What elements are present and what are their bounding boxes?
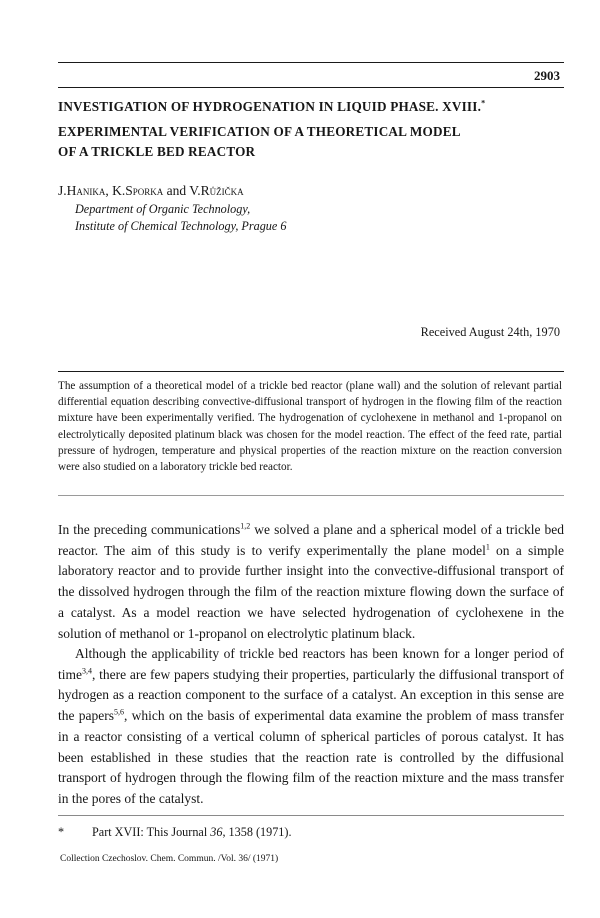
journal-footer: Collection Czechoslov. Chem. Commun. /Vol. 36/ (1971) (60, 854, 279, 864)
paragraph-text: , there are few papers studying their properties, particularly the diffusional transport of hydrogen as a reaction component to the surface of a catalyst. An exception in this sense are the papers (58, 666, 564, 724)
footnote (58, 825, 292, 840)
body-paragraph-2 (58, 644, 564, 810)
header-rule-bottom (58, 87, 564, 88)
paragraph-text: on a simple laboratory reactor and to provide further insight into the convective-diffusional transport of the dissolved hydrogen through the film of the reaction mixture flowing down the surface of a catalyst. As a model reaction we have selected hydrogenation of cyclohexene in the solution of methanol or 1-propanol on electrolytic platinum black. (58, 542, 564, 641)
reference-mark: 5,6 (114, 707, 125, 717)
received-date: Received August 24th, 1970 (420, 325, 560, 339)
affiliation-line-1: Department of Organic Technology, (75, 202, 251, 216)
article-title-line-3: OF A TRICKLE BED REACTOR (58, 144, 256, 159)
author-1-surname: Hanika (66, 183, 106, 198)
reference-mark: 1 (485, 542, 490, 552)
title-text-1: INVESTIGATION OF HYDROGENATION IN LIQUID PHASE. XVIII. (58, 99, 482, 114)
footnote-mark: * (58, 825, 65, 839)
affiliation-line-2: Institute of Chemical Technology, Prague 6 (75, 219, 287, 233)
author-2-surname: Sporka (125, 183, 164, 198)
paragraph-text: , which on the basis of experimental data examine the problem of mass transfer in a reactor consisting of a vertical column of spherical particles of porous catalyst. It has been established in these studies that the reaction rate is controlled by the diffusional transport of hydrogen through the flowing film of the reaction mixture and the mass transfer in the pores of the catalyst. (58, 708, 564, 806)
paragraph-text: In the preceding communications (58, 522, 241, 537)
article-title-line-2: EXPERIMENTAL VERIFICATION OF A THEORETICAL MODEL (58, 124, 461, 139)
author-3-surname: Růžička (200, 183, 244, 198)
abstract-bottom-rule (58, 495, 564, 496)
paragraph-text: we solved a plane and a spherical model of a trickle bed reactor. The aim of this study is to verify experimentally the plane model (58, 522, 564, 558)
title-footnote-mark: * (481, 98, 486, 108)
author-separator: and (163, 183, 190, 198)
header-rule (58, 62, 564, 63)
article-title-line-1 (58, 99, 558, 115)
abstract-top-rule (58, 371, 564, 372)
page-number: 2903 (534, 68, 560, 83)
author-2-initial: K. (112, 183, 126, 198)
reference-mark: 1,2 (240, 521, 251, 531)
footnote-text: Part XVII: This Journal (92, 825, 211, 839)
author-1-initial: J. (58, 183, 67, 198)
body-paragraph-1 (58, 520, 564, 644)
paragraph-text: Although the applicability of trickle bed reactors has been known for a longer period of time (58, 646, 564, 682)
abstract: The assumption of a theoretical model of a trickle bed reactor (plane wall) and the solution of relevant partial differential equation describing convective-diffusional transport of hydrogen in the flowing film of the reaction mixture have been experimentally verified. The hydrogenation of cyclohexene in methanol and 1-propanol on electrolytically deposited platinum black was chosen for the model reaction. The effect of the feed rate, partial pressure of hydrogen, temperature and physical properties of the reaction mixture on the reaction conversion were also studied on a laboratory trickle bed reactor. (58, 380, 562, 474)
footnote-rule (58, 815, 564, 816)
footnote-volume: 36 (210, 825, 223, 839)
author-3-initial: V. (189, 183, 201, 198)
footnote-text: , 1358 (1971). (222, 825, 292, 839)
author-separator: , (105, 183, 113, 198)
reference-mark: 3,4 (82, 666, 92, 676)
author-list (58, 183, 244, 199)
